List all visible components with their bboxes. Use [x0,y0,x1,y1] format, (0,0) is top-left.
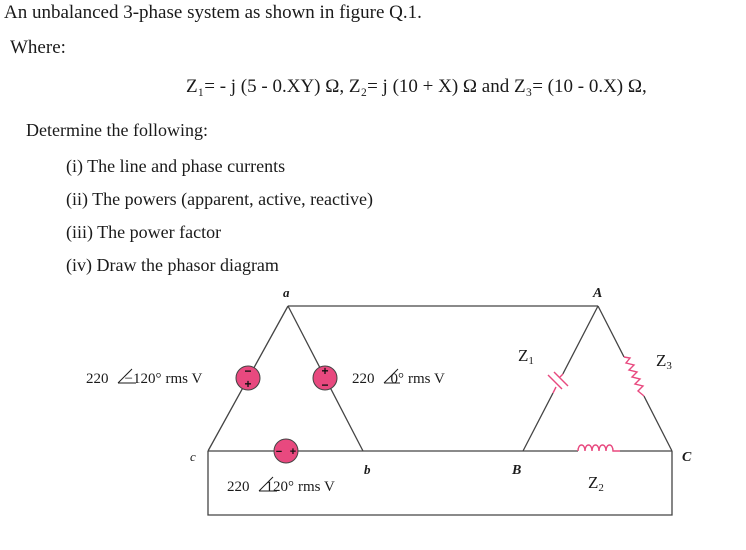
source-ca-minus: − [244,364,252,378]
source-ab [313,364,337,392]
task-item-1: (i) The line and phase currents [66,156,286,176]
source-ca-plus: + [244,377,252,391]
where-label: Where: [10,37,66,58]
impedance-definitions: Z₁= - j (5 - 0.XY) Ω, Z₂= j (10 + X) Ω and Z₃= (10 - 0.X) Ω, [186,76,647,97]
problem-title: An unbalanced 3-phase system as shown in figure Q.1. [4,2,422,23]
source-bc [274,439,298,463]
node-a-label: a [283,285,290,300]
source-ca [236,364,260,391]
source-ca-label: 220 −120° rms V [86,371,203,387]
z2-label: Z2 [588,473,604,494]
z3-label: Z3 [656,351,672,372]
source-ab-label: 220 0° rms V [352,371,445,387]
source-ab-plus: + [321,364,329,378]
source-ab-minus: − [321,378,329,392]
source-bc-plus: + [289,446,297,458]
task-item-3: (iii) The power factor [66,222,222,242]
node-B-label: B [512,463,522,478]
determine-heading: Determine the following: [26,120,208,140]
node-C-label: C [682,450,692,465]
source-bc-minus: − [275,446,283,458]
z1-label: Z1 [518,346,534,367]
source-bc-label: 220 120° rms V [227,479,335,495]
task-item-2: (ii) The powers (apparent, active, reactive) [66,189,374,209]
node-A-label: A [593,286,603,301]
task-item-4: (iv) Draw the phasor diagram [66,255,279,275]
node-b-label: b [364,462,371,477]
node-c-label: c [190,449,196,464]
